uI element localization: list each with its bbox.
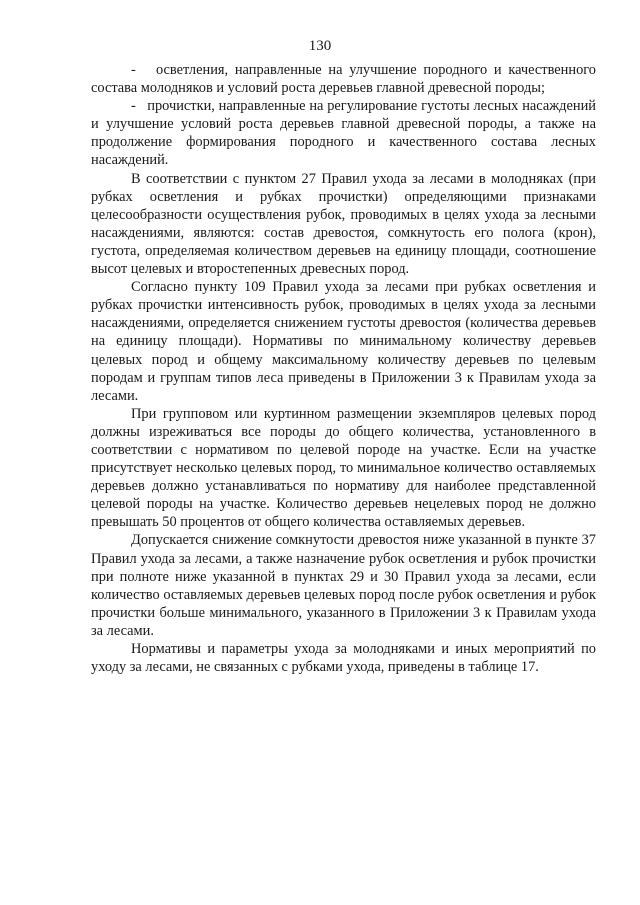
paragraph-table-reference: Нормативы и параметры ухода за молодняками и иных мероприятий по уходу за лесами, не связанных с рубками ухода, приведены в таблице 17. [91,641,596,676]
page-number: 130 [308,38,332,54]
paragraph-clause-27: В соответствии с пунктом 27 Правил ухода за лесами в молодняках (при рубках осветления и рубках прочистки) определяющими признаками целесообразности осуществления рубок, проводимых в целях ухода за лесными насаждениями, являются: состав древостоя, сомкнутость его полога (крон), густота, определяемая количеством деревьев на единицу площади, соотношение высот целевых и второстепенных древесных пород. [91,170,596,278]
paragraph-bullet-thinning: - прочистки, направленные на регулирование густоты лесных насаждений и улучшение условий роста деревьев главной древесной породы, а также на продолжение формирования породного и качественного состава лесных насаждений. [91,98,596,169]
paragraph-canopy-reduction: Допускается снижение сомкнутости древостоя ниже указанной в пункте 37 Правил ухода за лесами, а также назначение рубок осветления и рубок прочистки при полноте ниже указанной в пунктах 29 и 30 Правил ухода за лесами, если количество оставляемых деревьев целевых пород после рубок осветления и рубок прочистки больше минимального, указанного в Приложении 3 к Правилам ухода за лесами. [91,532,596,639]
document-body [91,61,596,676]
paragraph-group-placement: При групповом или куртинном размещении экземпляров целевых пород должны изреживаться все породы до общего количества, установленного в соответствии с нормативом по целевой породе на участке. Если на участке присутствует несколько целевых пород, то минимальное количество оставляемых деревьев должно устанавливаться по нормативу для наиболее представленной целевой породы на участке. Количество деревьев нецелевых пород не должно превышать 50 процентов от общего количества оставляемых деревьев. [91,405,596,531]
paragraph-bullet-lighting: - осветления, направленные на улучшение породного и качественного состава молодняков и условий роста деревьев главной древесной породы; [91,62,596,97]
paragraph-clause-109: Согласно пункту 109 Правил ухода за лесами при рубках осветления и рубках прочистки интенсивность рубок, проводимых в целях ухода за лесными насаждениями, определяется снижением густоты древостоя (количества деревьев на единицу площади). Нормативы по минимальному количеству деревьев целевых пород и общему максимальному количеству деревьев по целевым породам и группам типов леса приведены в Приложении 3 к Правилам ухода за лесами. [91,279,596,404]
